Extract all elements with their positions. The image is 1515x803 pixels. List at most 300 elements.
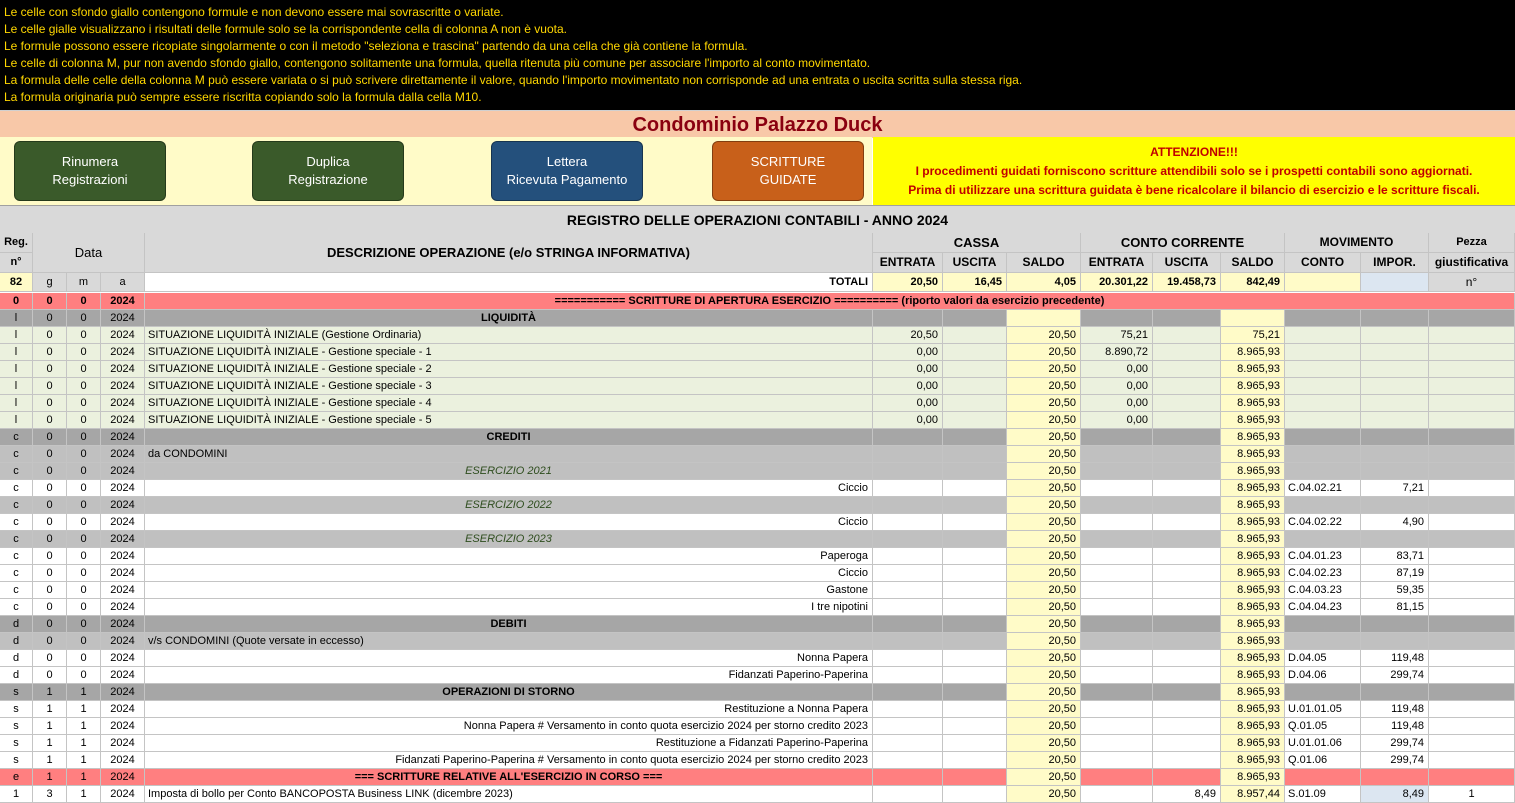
conto-cell[interactable]: S.01.09 [1285,786,1361,803]
cassa-uscita-cell[interactable] [943,633,1007,650]
total-be[interactable]: 20.301,22 [1081,273,1153,292]
day-cell[interactable]: 0 [33,599,67,616]
cc-entrata-cell[interactable] [1081,735,1153,752]
month-cell[interactable]: 1 [67,684,101,701]
description-cell[interactable]: OPERAZIONI DI STORNO [145,684,873,701]
day-cell[interactable]: 0 [33,293,67,310]
cassa-saldo-cell[interactable]: 20,50 [1007,514,1081,531]
reg-header[interactable]: Reg. [0,233,33,253]
total-ce[interactable]: 20,50 [873,273,943,292]
cassa-entrata-cell[interactable]: 0,00 [873,395,943,412]
description-cell[interactable]: ESERCIZIO 2023 [145,531,873,548]
conto-cell[interactable]: Q.01.05 [1285,718,1361,735]
pezza-cell[interactable] [1429,684,1515,701]
cassa-saldo-cell[interactable]: 20,50 [1007,735,1081,752]
uscita-subheader[interactable]: USCITA [1153,253,1221,273]
day-cell[interactable]: 3 [33,786,67,803]
cc-saldo-cell[interactable]: 8.965,93 [1221,412,1285,429]
conto-cell[interactable] [1285,344,1361,361]
reg-cell[interactable]: d [0,633,33,650]
reg-cell[interactable]: l [0,344,33,361]
conto-cell[interactable] [1285,684,1361,701]
cc-saldo-cell[interactable]: 8.965,93 [1221,650,1285,667]
record-count[interactable]: 82 [0,273,33,292]
cc-saldo-cell[interactable]: 8.965,93 [1221,395,1285,412]
importo-cell[interactable]: 87,19 [1361,565,1429,582]
month-cell[interactable]: 0 [67,395,101,412]
cc-entrata-cell[interactable] [1081,616,1153,633]
cc-saldo-cell[interactable]: 8.965,93 [1221,684,1285,701]
year-cell[interactable]: 2024 [101,684,145,701]
cassa-saldo-cell[interactable]: 20,50 [1007,599,1081,616]
cc-entrata-cell[interactable] [1081,429,1153,446]
cassa-saldo-cell[interactable]: 20,50 [1007,548,1081,565]
cc-saldo-cell[interactable]: 8.965,93 [1221,667,1285,684]
pezza-cell[interactable] [1429,565,1515,582]
cc-uscita-cell[interactable] [1153,395,1221,412]
cc-saldo-cell[interactable]: 75,21 [1221,327,1285,344]
cc-uscita-cell[interactable] [1153,769,1221,786]
cc-entrata-cell[interactable] [1081,463,1153,480]
date-header[interactable]: Data [33,233,145,273]
cassa-uscita-cell[interactable] [943,310,1007,327]
cassa-uscita-cell[interactable] [943,344,1007,361]
description-cell[interactable]: Fidanzati Paperino-Paperina # Versamento in conto quota esercizio 2024 per storno credito 2023 [145,752,873,769]
cc-entrata-cell[interactable] [1081,565,1153,582]
cassa-uscita-cell[interactable] [943,582,1007,599]
saldo-subheader[interactable]: SALDO [1221,253,1285,273]
pezza-cell[interactable] [1429,769,1515,786]
description-cell[interactable]: I tre nipotini [145,599,873,616]
month-cell[interactable]: 0 [67,582,101,599]
description-cell[interactable]: CREDITI [145,429,873,446]
pezza-cell[interactable] [1429,718,1515,735]
cc-uscita-cell[interactable] [1153,701,1221,718]
description-cell[interactable]: Fidanzati Paperino-Paperina [145,667,873,684]
cc-uscita-cell[interactable] [1153,616,1221,633]
cassa-entrata-cell[interactable] [873,752,943,769]
conto-cell[interactable] [1285,395,1361,412]
importo-cell[interactable] [1361,446,1429,463]
pezza2-subheader[interactable]: giustificativa [1429,253,1515,273]
conto-cell[interactable] [1285,412,1361,429]
cassa-entrata-cell[interactable] [873,735,943,752]
month-cell[interactable]: 0 [67,327,101,344]
conto-cell[interactable] [1285,361,1361,378]
cassa-uscita-cell[interactable] [943,446,1007,463]
pezza-cell[interactable] [1429,378,1515,395]
day-cell[interactable]: 0 [33,395,67,412]
cc-entrata-cell[interactable] [1081,752,1153,769]
importo-cell[interactable]: 119,48 [1361,718,1429,735]
cassa-entrata-cell[interactable] [873,548,943,565]
description-cell[interactable]: Ciccio [145,514,873,531]
year-cell[interactable]: 2024 [101,769,145,786]
cassa-entrata-cell[interactable] [873,480,943,497]
cassa-saldo-cell[interactable]: 20,50 [1007,412,1081,429]
year-cell[interactable]: 2024 [101,395,145,412]
cc-entrata-cell[interactable]: 0,00 [1081,395,1153,412]
description-cell[interactable]: SITUAZIONE LIQUIDITÀ INIZIALE - Gestione speciale - 1 [145,344,873,361]
cc-entrata-cell[interactable]: 0,00 [1081,378,1153,395]
conto-cell[interactable] [1285,327,1361,344]
conto-cell[interactable] [1285,446,1361,463]
day-cell[interactable]: 0 [33,565,67,582]
cassa-saldo-cell[interactable]: 20,50 [1007,718,1081,735]
importo-cell[interactable] [1361,327,1429,344]
pezza-cell[interactable] [1429,497,1515,514]
cassa-saldo-cell[interactable]: 20,50 [1007,769,1081,786]
description-cell[interactable]: Ciccio [145,565,873,582]
cc-saldo-cell[interactable]: 8.965,93 [1221,480,1285,497]
cc-uscita-cell[interactable]: 8,49 [1153,786,1221,803]
cassa-entrata-cell[interactable] [873,599,943,616]
importo-cell[interactable] [1361,684,1429,701]
total-cu[interactable]: 16,45 [943,273,1007,292]
cassa-saldo-cell[interactable]: 20,50 [1007,378,1081,395]
conto-cell[interactable] [1285,310,1361,327]
month-label[interactable]: m [67,273,101,292]
description-cell[interactable]: Nonna Papera [145,650,873,667]
year-cell[interactable]: 2024 [101,616,145,633]
cc-saldo-cell[interactable]: 8.965,93 [1221,752,1285,769]
description-cell[interactable]: da CONDOMINI [145,446,873,463]
reg-cell[interactable]: c [0,548,33,565]
entrata-subheader[interactable]: ENTRATA [1081,253,1153,273]
cc-uscita-cell[interactable] [1153,633,1221,650]
cassa-entrata-cell[interactable] [873,718,943,735]
pezza-cell[interactable] [1429,582,1515,599]
importo-cell[interactable]: 83,71 [1361,548,1429,565]
cc-entrata-cell[interactable] [1081,446,1153,463]
cc-uscita-cell[interactable] [1153,310,1221,327]
importo-cell[interactable]: 7,21 [1361,480,1429,497]
year-cell[interactable]: 2024 [101,463,145,480]
total-bs[interactable]: 842,49 [1221,273,1285,292]
pezza-cell[interactable] [1429,412,1515,429]
cc-entrata-cell[interactable] [1081,480,1153,497]
cc-uscita-cell[interactable] [1153,412,1221,429]
cassa-uscita-cell[interactable] [943,548,1007,565]
rinumera-registrazioni-button[interactable] [14,141,166,201]
total-cs[interactable]: 4,05 [1007,273,1081,292]
year-cell[interactable]: 2024 [101,531,145,548]
reg-cell[interactable]: l [0,361,33,378]
cassa-saldo-cell[interactable]: 20,50 [1007,446,1081,463]
month-cell[interactable]: 0 [67,344,101,361]
day-cell[interactable]: 0 [33,667,67,684]
month-cell[interactable]: 0 [67,378,101,395]
cassa-saldo-cell[interactable]: 20,50 [1007,565,1081,582]
cassa-uscita-cell[interactable] [943,667,1007,684]
reg-cell[interactable]: c [0,565,33,582]
cassa-uscita-cell[interactable] [943,650,1007,667]
cc-uscita-cell[interactable] [1153,514,1221,531]
description-cell[interactable]: SITUAZIONE LIQUIDITÀ INIZIALE - Gestione speciale - 2 [145,361,873,378]
cc-saldo-cell[interactable]: 8.965,93 [1221,378,1285,395]
cassa-saldo-cell[interactable]: 20,50 [1007,395,1081,412]
cassa-entrata-cell[interactable] [873,463,943,480]
cassa-saldo-cell[interactable]: 20,50 [1007,701,1081,718]
importo-cell[interactable]: 4,90 [1361,514,1429,531]
cassa-uscita-cell[interactable] [943,531,1007,548]
month-cell[interactable]: 0 [67,565,101,582]
conto-cell[interactable]: C.04.04.23 [1285,599,1361,616]
day-cell[interactable]: 0 [33,378,67,395]
cc-uscita-cell[interactable] [1153,446,1221,463]
cc-uscita-cell[interactable] [1153,735,1221,752]
reg-cell[interactable]: c [0,429,33,446]
cc-uscita-cell[interactable] [1153,344,1221,361]
impor-subheader[interactable]: IMPOR. [1361,253,1429,273]
month-cell[interactable]: 1 [67,701,101,718]
cassa-saldo-cell[interactable]: 20,50 [1007,582,1081,599]
description-cell[interactable]: SITUAZIONE LIQUIDITÀ INIZIALE (Gestione Ordinaria) [145,327,873,344]
cassa-uscita-cell[interactable] [943,599,1007,616]
cassa-entrata-cell[interactable] [873,565,943,582]
cc-saldo-cell[interactable]: 8.965,93 [1221,446,1285,463]
importo-cell[interactable] [1361,429,1429,446]
year-cell[interactable]: 2024 [101,701,145,718]
month-cell[interactable]: 0 [67,429,101,446]
cassa-entrata-cell[interactable] [873,701,943,718]
conto-cell[interactable] [1285,463,1361,480]
reg-cell[interactable]: c [0,531,33,548]
month-cell[interactable]: 1 [67,735,101,752]
cc-uscita-cell[interactable] [1153,531,1221,548]
importo-cell[interactable]: 8,49 [1361,786,1429,803]
cassa-uscita-cell[interactable] [943,429,1007,446]
description-cell[interactable]: Restituzione a Fidanzati Paperino-Paperina [145,735,873,752]
cassa-entrata-cell[interactable] [873,667,943,684]
pezza-cell[interactable] [1429,735,1515,752]
total-bu[interactable]: 19.458,73 [1153,273,1221,292]
month-cell[interactable]: 0 [67,650,101,667]
pezza-cell[interactable] [1429,667,1515,684]
reg-cell[interactable]: l [0,378,33,395]
totals-importo-cell[interactable] [1361,273,1429,292]
cassa-entrata-cell[interactable] [873,429,943,446]
day-cell[interactable]: 0 [33,548,67,565]
cc-entrata-cell[interactable] [1081,701,1153,718]
conto-cell[interactable] [1285,531,1361,548]
month-cell[interactable]: 0 [67,293,101,310]
cc-entrata-cell[interactable]: 0,00 [1081,361,1153,378]
day-cell[interactable]: 0 [33,633,67,650]
cc-entrata-cell[interactable] [1081,531,1153,548]
cc-saldo-cell[interactable]: 8.965,93 [1221,718,1285,735]
cassa-saldo-cell[interactable]: 20,50 [1007,344,1081,361]
cassa-uscita-cell[interactable] [943,395,1007,412]
cassa-entrata-cell[interactable] [873,310,943,327]
month-cell[interactable]: 0 [67,616,101,633]
lettera-ricevuta-button[interactable] [491,141,643,201]
year-cell[interactable]: 2024 [101,310,145,327]
description-header[interactable]: DESCRIZIONE OPERAZIONE (e/o STRINGA INFORMATIVA) [145,233,873,273]
month-cell[interactable]: 0 [67,480,101,497]
cc-uscita-cell[interactable] [1153,752,1221,769]
entrata-subheader[interactable]: ENTRATA [873,253,943,273]
cassa-entrata-cell[interactable]: 0,00 [873,378,943,395]
reg-cell[interactable]: c [0,446,33,463]
importo-cell[interactable] [1361,378,1429,395]
cassa-saldo-cell[interactable]: 20,50 [1007,429,1081,446]
day-cell[interactable]: 0 [33,531,67,548]
cc-uscita-cell[interactable] [1153,667,1221,684]
description-cell[interactable]: v/s CONDOMINI (Quote versate in eccesso) [145,633,873,650]
pezza-cell[interactable] [1429,463,1515,480]
cassa-entrata-cell[interactable] [873,531,943,548]
importo-cell[interactable] [1361,344,1429,361]
importo-cell[interactable] [1361,412,1429,429]
month-cell[interactable]: 1 [67,752,101,769]
year-cell[interactable]: 2024 [101,446,145,463]
description-cell[interactable]: Nonna Papera # Versamento in conto quota esercizio 2024 per storno credito 2023 [145,718,873,735]
section-banner[interactable]: =========== SCRITTURE DI APERTURA ESERCIZIO ========== (riporto valori da esercizio precedente) [145,293,1515,310]
pezza-cell[interactable] [1429,616,1515,633]
cassa-uscita-cell[interactable] [943,361,1007,378]
day-label[interactable]: g [33,273,67,292]
pezza-cell[interactable] [1429,310,1515,327]
month-cell[interactable]: 0 [67,412,101,429]
day-cell[interactable]: 0 [33,582,67,599]
cassa-saldo-cell[interactable]: 20,50 [1007,684,1081,701]
cassa-uscita-cell[interactable] [943,701,1007,718]
cc-saldo-cell[interactable]: 8.957,44 [1221,786,1285,803]
description-cell[interactable]: SITUAZIONE LIQUIDITÀ INIZIALE - Gestione speciale - 3 [145,378,873,395]
pezza-cell[interactable] [1429,514,1515,531]
description-cell[interactable]: Ciccio [145,480,873,497]
day-cell[interactable]: 1 [33,718,67,735]
month-cell[interactable]: 0 [67,446,101,463]
reg-cell[interactable]: d [0,650,33,667]
cc-saldo-cell[interactable]: 8.965,93 [1221,463,1285,480]
cc-saldo-cell[interactable]: 8.965,93 [1221,582,1285,599]
reg-cell[interactable]: 1 [0,786,33,803]
cassa-uscita-cell[interactable] [943,378,1007,395]
cassa-entrata-cell[interactable] [873,616,943,633]
cc-saldo-cell[interactable]: 8.965,93 [1221,497,1285,514]
year-cell[interactable]: 2024 [101,480,145,497]
cc-saldo-cell[interactable]: 8.965,93 [1221,701,1285,718]
reg-cell[interactable]: s [0,684,33,701]
cc-saldo-cell[interactable]: 8.965,93 [1221,633,1285,650]
conto-cell[interactable] [1285,497,1361,514]
cc-entrata-cell[interactable]: 0,00 [1081,412,1153,429]
day-cell[interactable]: 1 [33,752,67,769]
conto-cell[interactable]: U.01.01.06 [1285,735,1361,752]
year-cell[interactable]: 2024 [101,633,145,650]
year-cell[interactable]: 2024 [101,650,145,667]
cc-uscita-cell[interactable] [1153,378,1221,395]
importo-cell[interactable] [1361,463,1429,480]
cassa-saldo-cell[interactable]: 20,50 [1007,633,1081,650]
day-cell[interactable]: 0 [33,361,67,378]
conto-corrente-header[interactable]: CONTO CORRENTE [1081,233,1285,253]
year-cell[interactable]: 2024 [101,548,145,565]
pezza-cell[interactable] [1429,701,1515,718]
cassa-uscita-cell[interactable] [943,769,1007,786]
year-cell[interactable]: 2024 [101,344,145,361]
year-cell[interactable]: 2024 [101,565,145,582]
reg-cell[interactable]: s [0,735,33,752]
year-cell[interactable]: 2024 [101,752,145,769]
importo-cell[interactable] [1361,531,1429,548]
month-cell[interactable]: 0 [67,310,101,327]
reg-cell[interactable]: s [0,752,33,769]
conto-cell[interactable] [1285,633,1361,650]
month-cell[interactable]: 1 [67,786,101,803]
uscita-subheader[interactable]: USCITA [943,253,1007,273]
cc-entrata-cell[interactable] [1081,769,1153,786]
reg-cell[interactable]: l [0,412,33,429]
cc-saldo-cell[interactable]: 8.965,93 [1221,531,1285,548]
day-cell[interactable]: 0 [33,480,67,497]
reg-cell[interactable]: d [0,616,33,633]
month-cell[interactable]: 1 [67,718,101,735]
importo-cell[interactable] [1361,361,1429,378]
cassa-uscita-cell[interactable] [943,565,1007,582]
day-cell[interactable]: 0 [33,344,67,361]
cc-entrata-cell[interactable]: 75,21 [1081,327,1153,344]
pezza-header[interactable]: Pezza [1429,233,1515,253]
cassa-uscita-cell[interactable] [943,497,1007,514]
cassa-saldo-cell[interactable]: 20,50 [1007,752,1081,769]
description-cell[interactable]: SITUAZIONE LIQUIDITÀ INIZIALE - Gestione speciale - 5 [145,412,873,429]
cc-saldo-cell[interactable]: 8.965,93 [1221,344,1285,361]
cc-uscita-cell[interactable] [1153,582,1221,599]
cassa-saldo-cell[interactable]: 20,50 [1007,327,1081,344]
description-cell[interactable]: ESERCIZIO 2022 [145,497,873,514]
cassa-uscita-cell[interactable] [943,616,1007,633]
cassa-saldo-cell[interactable] [1007,310,1081,327]
day-cell[interactable]: 0 [33,429,67,446]
conto-cell[interactable] [1285,616,1361,633]
pezza-cell[interactable]: 1 [1429,786,1515,803]
description-cell[interactable]: Gastone [145,582,873,599]
conto-cell[interactable] [1285,429,1361,446]
reg-cell[interactable]: c [0,497,33,514]
day-cell[interactable]: 0 [33,446,67,463]
day-cell[interactable]: 0 [33,514,67,531]
reg-cell[interactable]: e [0,769,33,786]
cassa-uscita-cell[interactable] [943,684,1007,701]
year-cell[interactable]: 2024 [101,378,145,395]
cc-uscita-cell[interactable] [1153,497,1221,514]
cc-entrata-cell[interactable] [1081,599,1153,616]
month-cell[interactable]: 0 [67,548,101,565]
conto-cell[interactable]: C.04.03.23 [1285,582,1361,599]
reg-cell[interactable]: l [0,395,33,412]
cc-entrata-cell[interactable] [1081,786,1153,803]
pezza-cell[interactable] [1429,327,1515,344]
day-cell[interactable]: 1 [33,684,67,701]
cassa-saldo-cell[interactable]: 20,50 [1007,531,1081,548]
cc-uscita-cell[interactable] [1153,429,1221,446]
cc-entrata-cell[interactable]: 8.890,72 [1081,344,1153,361]
saldo-subheader[interactable]: SALDO [1007,253,1081,273]
cassa-saldo-cell[interactable]: 20,50 [1007,361,1081,378]
pezza-cell[interactable] [1429,429,1515,446]
reg-cell[interactable]: d [0,667,33,684]
cassa-saldo-cell[interactable]: 20,50 [1007,786,1081,803]
cassa-uscita-cell[interactable] [943,480,1007,497]
totals-label[interactable]: TOTALI [145,273,873,292]
conto-cell[interactable]: C.04.02.23 [1285,565,1361,582]
cc-saldo-cell[interactable]: 8.965,93 [1221,429,1285,446]
cassa-saldo-cell[interactable]: 20,50 [1007,650,1081,667]
cc-uscita-cell[interactable] [1153,463,1221,480]
